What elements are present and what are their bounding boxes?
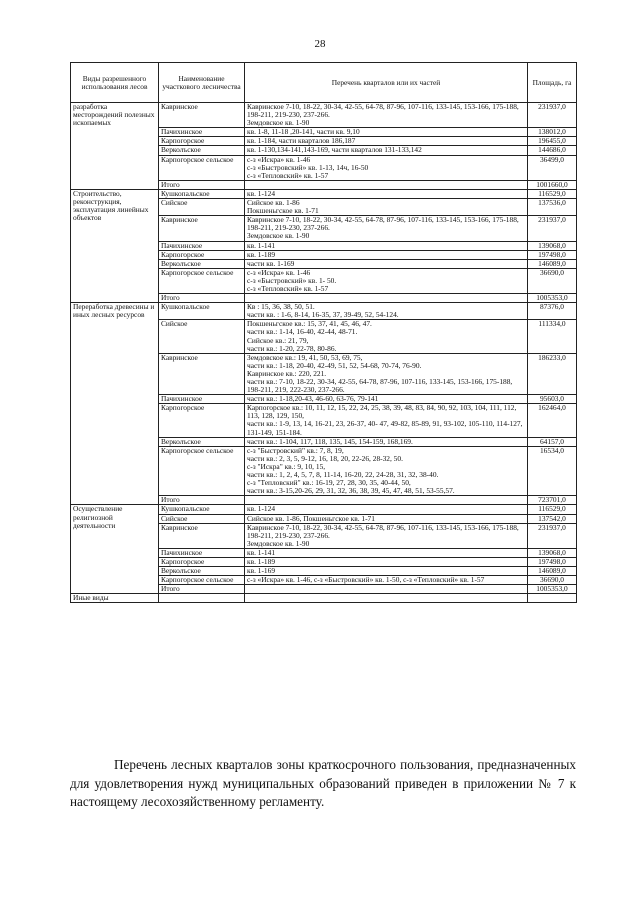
quarters-line: части кв.: 2, 3, 5, 9-12, 16, 18, 20, 22-26, 28-32, 50. <box>247 453 403 463</box>
area-cell: 231937,0 <box>528 103 577 128</box>
forestry-cell: Карпогорское <box>159 557 245 566</box>
quarters-line: с-з "Искра" кв.: 9, 10, 15, <box>247 461 326 471</box>
quarters-line: с-з «Искра» кв. 1-46 <box>247 155 311 164</box>
quarters-line: с-з «Искра» кв. 1-46, с-з «Быстровский» кв. 1-50, с-з «Тепловский» кв. 1-57 <box>247 575 485 585</box>
forestry-cell: Карпогорское <box>159 404 245 437</box>
area-cell: 116529,0 <box>528 505 577 514</box>
quarters-cell <box>245 505 528 514</box>
forestry-cell <box>159 594 245 603</box>
forestry-cell: Сийское <box>159 199 245 216</box>
quarters-cell <box>245 155 528 180</box>
header-quarters: Перечень кварталов или их частей <box>245 63 528 103</box>
quarters-line: части кв.: 1-20, 22-78, 80-86. <box>247 343 337 353</box>
quarters-line: Сийское кв. 1-86 <box>247 198 300 208</box>
quarters-line: части кв.: 1-18,20-43, 46-60, 63-76, 79-141 <box>247 394 379 404</box>
quarters-cell <box>245 189 528 198</box>
quarters-cell <box>245 437 528 446</box>
area-cell: 111334,0 <box>528 320 577 353</box>
area-cell: 64157,0 <box>528 437 577 446</box>
area-cell: 1001660,0 <box>528 180 577 189</box>
quarters-line: Кв : 15, 36, 38, 50, 51. <box>247 302 315 312</box>
forestry-cell: Верколъское <box>159 567 245 576</box>
forestry-cell: Кавринское <box>159 216 245 241</box>
quarters-cell <box>245 250 528 259</box>
table-row <box>71 594 577 603</box>
area-cell: 723701,0 <box>528 496 577 505</box>
quarters-cell <box>245 146 528 155</box>
area-cell: 137536,0 <box>528 199 577 216</box>
quarters-line: с-з «Быстровский» кв. 1-13, 14ч, 16-50 <box>247 162 369 172</box>
area-cell: 36690,0 <box>528 268 577 293</box>
area-cell: 231937,0 <box>528 216 577 241</box>
quarters-cell <box>245 395 528 404</box>
forestry-cell: Верколъское <box>159 146 245 155</box>
forestry-cell: Кавринское <box>159 353 245 394</box>
quarters-line: части кв.: 7-10, 18-22, 30-34, 42-55, 64-78, 87-96, 107-116, 133-145, 153-166, 175-188, 198-211, 219, 222-230, 237-266. <box>247 377 513 395</box>
quarters-line: с-з «Тепловский» кв. 1-57 <box>247 283 329 293</box>
area-cell: 196455,0 <box>528 137 577 146</box>
table-row <box>71 103 577 128</box>
quarters-cell <box>245 216 528 241</box>
quarters-cell <box>245 199 528 216</box>
quarters-line: с-з «Тепловский» кв. 1-57 <box>247 170 329 180</box>
quarters-line: Земдовское кв. 1-90 <box>247 231 310 241</box>
quarters-line: Земдовское кв.: 19, 41, 50, 53, 69, 75, <box>247 353 363 362</box>
quarters-line: кв. 1-8, 11-18 ,20-141, части кв. 9,10 <box>247 127 360 137</box>
quarters-line: Земдовское кв. 1-90 <box>247 118 310 128</box>
area-cell: 197498,0 <box>528 250 577 259</box>
forestry-cell: Карпогорское сельское <box>159 446 245 496</box>
forestry-cell: Карпогорское <box>159 250 245 259</box>
forestry-cell: Кушкопальское <box>159 303 245 320</box>
area-cell: 95603,0 <box>528 395 577 404</box>
area-cell: 87376,0 <box>528 303 577 320</box>
quarters-cell <box>245 594 528 603</box>
table-row <box>71 189 577 198</box>
area-cell: 139068,0 <box>528 548 577 557</box>
quarters-line: Земдовское кв. 1-90 <box>247 538 310 548</box>
area-cell: 138012,0 <box>528 128 577 137</box>
quarters-cell <box>245 557 528 566</box>
area-cell: 137542,0 <box>528 514 577 523</box>
area-cell: 139068,0 <box>528 241 577 250</box>
area-cell: 146089,0 <box>528 567 577 576</box>
header-use: Виды разрешенного использования лесов <box>71 63 159 103</box>
quarters-line: кв. 1-184, части кварталов 186,187 <box>247 136 356 146</box>
forestry-cell: Итого <box>159 180 245 189</box>
forestry-cell: Карпогорское сельское <box>159 576 245 585</box>
quarters-line: с-з «Быстровский» кв. 1- 50. <box>247 275 337 285</box>
quarters-cell <box>245 446 528 496</box>
area-cell: 162464,0 <box>528 404 577 437</box>
forestry-cell: Карпогорское <box>159 137 245 146</box>
forestry-cell: Пачихинское <box>159 395 245 404</box>
quarters-line: кв. 1-189 <box>247 250 276 259</box>
table-row <box>71 505 577 514</box>
quarters-line: части кв. 1-169 <box>247 259 295 268</box>
area-cell: 16534,0 <box>528 446 577 496</box>
forestry-cell: Карпогорское сельское <box>159 155 245 180</box>
quarters-line: кв. 1-124 <box>247 504 276 514</box>
quarters-line: кв. 1-124 <box>247 189 276 198</box>
forestry-cell: Итого <box>159 585 245 594</box>
forestry-cell: Пачихинское <box>159 128 245 137</box>
quarters-line: Сийское кв.: 21, 79, <box>247 335 309 345</box>
quarters-line: части кв.: 1-14, 16-40, 42-44, 48-71. <box>247 327 358 337</box>
forestry-cell: Кавринское <box>159 523 245 548</box>
quarters-line: Покшеньгское кв. 1-71 <box>247 206 319 216</box>
forestry-cell: Сийское <box>159 514 245 523</box>
quarters-cell <box>245 576 528 585</box>
quarters-line: Покшеньгское кв.: 15, 37, 41, 45, 46, 47. <box>247 319 372 329</box>
quarters-cell <box>245 303 528 320</box>
forestry-cell: Сийское <box>159 320 245 353</box>
forestry-cell: Кушкопальское <box>159 505 245 514</box>
use-type-cell: разработка месторождений полезных ископаемых <box>71 103 159 190</box>
use-type-cell: Строительство, реконструкция, эксплуатация линейных объектов <box>71 189 159 302</box>
quarters-cell <box>245 294 528 303</box>
quarters-cell <box>245 320 528 353</box>
quarters-cell <box>245 268 528 293</box>
quarters-line: Кавринское 7-10, 18-22, 30-34, 42-55, 64-78, 87-96, 107-116, 133-145, 153-166, 175-188, 198-211, 219-230, 237-266. <box>247 102 519 120</box>
quarters-line: части кв. : 1-6, 8-14, 16-35, 37, 39-49, 52, 54-124. <box>247 310 399 320</box>
area-cell: 231937,0 <box>528 523 577 548</box>
forestry-cell: Верколъское <box>159 437 245 446</box>
forestry-cell: Верколъское <box>159 259 245 268</box>
area-cell <box>528 594 577 603</box>
area-cell: 36499,0 <box>528 155 577 180</box>
quarters-cell <box>245 128 528 137</box>
quarters-cell <box>245 567 528 576</box>
quarters-cell <box>245 514 528 523</box>
quarters-cell <box>245 103 528 128</box>
quarters-line: кв. 1-141 <box>247 241 276 250</box>
quarters-line: части кв.: 1-104, 117, 118, 135, 145, 154-159, 168,169. <box>247 437 413 446</box>
quarters-cell <box>245 137 528 146</box>
table-row <box>71 303 577 320</box>
forest-use-table <box>70 62 577 603</box>
use-type-cell: Переработка древесины и иных лесных ресурсов <box>71 303 159 505</box>
quarters-line: Сийское кв. 1-86, Покшеньгское кв. 1-71 <box>247 514 375 523</box>
quarters-line: с-з "Быстровский" кв.: 7, 8, 19, <box>247 446 344 455</box>
forestry-cell: Итого <box>159 496 245 505</box>
use-type-cell: Иные виды <box>71 594 159 603</box>
quarters-line: части кв.: 1-18, 20-40, 42-49, 51, 52, 54-68, 70-74, 76-90. <box>247 360 422 370</box>
area-cell: 186233,0 <box>528 353 577 394</box>
quarters-line: части кв.: 3-15,20-26, 29, 31, 32, 36, 38, 39, 45, 47, 48, 51, 53-55,57. <box>247 486 455 496</box>
quarters-line: Кавринское 7-10, 18-22, 30-34, 42-55, 64-78, 87-96, 107-116, 133-145, 153-166, 175-188, 198-211, 219-230, 237-266. <box>247 215 519 233</box>
quarters-line: с-з "Тепловский" кв.: 16-19, 27, 28, 30, 35, 40-44, 50, <box>247 478 411 488</box>
quarters-cell <box>245 585 528 594</box>
header-area: Площадь, га <box>528 63 577 103</box>
quarters-cell <box>245 180 528 189</box>
quarters-line: кв. 1-189 <box>247 557 276 566</box>
forestry-cell: Пачихинское <box>159 548 245 557</box>
use-type-cell: Осуществление религиозной деятельности <box>71 505 159 594</box>
forestry-cell: Кавринское <box>159 103 245 128</box>
forestry-cell: Пачихинское <box>159 241 245 250</box>
area-cell: 36690,0 <box>528 576 577 585</box>
forestry-cell: Итого <box>159 294 245 303</box>
quarters-line: кв. 1-141 <box>247 548 276 557</box>
quarters-cell <box>245 259 528 268</box>
quarters-cell <box>245 404 528 437</box>
quarters-line: с-з «Искра» кв. 1-46 <box>247 268 311 277</box>
area-cell: 197498,0 <box>528 557 577 566</box>
quarters-cell <box>245 496 528 505</box>
page-number: 28 <box>314 38 326 50</box>
quarters-cell <box>245 548 528 557</box>
area-cell: 116529,0 <box>528 189 577 198</box>
area-cell: 144686,0 <box>528 146 577 155</box>
body-paragraph: Перечень лесных кварталов зоны краткосрочного пользования, предназначенных для удовлетворения нужд муниципальных образований приведен в приложении № 7 к настоящему лесохозяйственному регламенту. <box>70 757 576 809</box>
quarters-line: Карпогорское кв.: 10, 11, 12, 15, 22, 24, 25, 38, 39, 48, 83, 84, 90, 92, 103, 104, 111, 112, 113, 128, 129, 150, <box>247 403 517 421</box>
quarters-line: кв. 1-130,134-141,143-169, части кварталов 131-133,142 <box>247 145 422 155</box>
quarters-cell <box>245 353 528 394</box>
forestry-cell: Кушкопальское <box>159 189 245 198</box>
header-forestry: Наименование участкового лесничества <box>159 63 245 103</box>
quarters-line: кв. 1-169 <box>247 566 276 576</box>
area-cell: 146089,0 <box>528 259 577 268</box>
quarters-cell <box>245 241 528 250</box>
quarters-line: части кв.: 1, 2, 4, 5, 7, 8, 11-14, 16-20, 22, 24-28, 31, 32, 38-40. <box>247 470 439 480</box>
quarters-line: Кавринское 7-10, 18-22, 30-34, 42-55, 64-78, 87-96, 107-116, 133-145, 153-166, 175-188, 198-211, 219-230, 237-266. <box>247 523 519 540</box>
forestry-cell: Карпогорское сельское <box>159 268 245 293</box>
table-header-row <box>71 63 577 103</box>
quarters-line: Кавринское кв.: 220, 221. <box>247 368 327 378</box>
area-cell: 1005353,0 <box>528 294 577 303</box>
quarters-line: части кв.: 1-9, 13, 14, 16-21, 23, 26-37, 40- 47, 49-82, 85-89, 91, 93-102, 105-110, 114-127, 131-149, 151-184. <box>247 419 523 437</box>
quarters-cell <box>245 523 528 548</box>
area-cell: 1005353,0 <box>528 585 577 594</box>
table-body <box>71 103 577 603</box>
